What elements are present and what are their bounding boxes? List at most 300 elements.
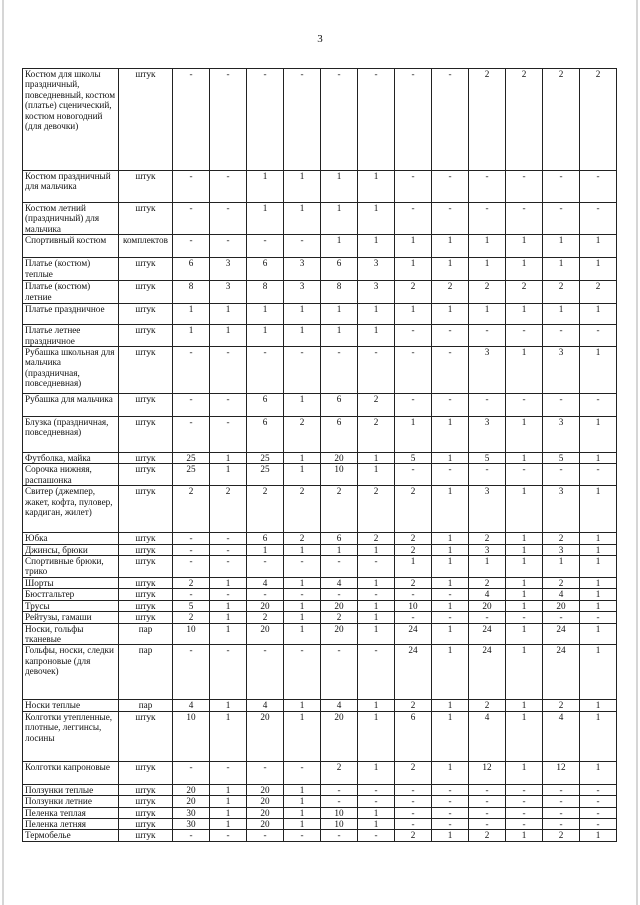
quantity-cell: 1 — [210, 453, 247, 464]
quantity-cell: 1 — [432, 417, 469, 453]
item-name-cell: Платье летнее праздничное — [23, 325, 119, 347]
quantity-cell: 1 — [469, 556, 506, 578]
quantity-cell: - — [173, 761, 210, 784]
quantity-cell: - — [210, 171, 247, 203]
quantity-cell: 3 — [469, 417, 506, 453]
quantity-cell: 2 — [469, 281, 506, 304]
quantity-cell: - — [543, 464, 580, 486]
table-row — [23, 623, 617, 645]
page-number: 3 — [317, 33, 323, 45]
quantity-cell: - — [543, 807, 580, 818]
quantity-cell: 6 — [395, 711, 432, 761]
item-name-cell: Платье (костюм) летние — [23, 281, 119, 304]
quantity-cell: - — [358, 69, 395, 171]
quantity-cell: - — [395, 325, 432, 347]
item-name-cell: Гольфы, носки, следки капроновые (для девочек) — [23, 645, 119, 700]
item-name-cell: Пеленка летняя — [23, 818, 119, 829]
quantity-cell: 2 — [321, 612, 358, 623]
quantity-cell: - — [173, 171, 210, 203]
scan-edge-right — [636, 0, 638, 905]
quantity-cell: 25 — [173, 453, 210, 464]
quantity-cell: - — [210, 589, 247, 600]
quantity-cell: 1 — [358, 203, 395, 235]
quantity-cell: 1 — [358, 700, 395, 711]
quantity-cell: 1 — [580, 235, 617, 258]
quantity-cell: 30 — [173, 818, 210, 829]
item-name-cell: Бюстгальтер — [23, 589, 119, 600]
quantity-cell: 2 — [395, 761, 432, 784]
table-row — [23, 589, 617, 600]
quantity-cell: - — [469, 807, 506, 818]
unit-cell: пар — [119, 645, 173, 700]
table-row — [23, 612, 617, 623]
quantity-cell: - — [432, 818, 469, 829]
quantity-cell: 1 — [506, 453, 543, 464]
quantity-cell: - — [469, 394, 506, 417]
quantity-cell: 20 — [247, 807, 284, 818]
quantity-cell: - — [543, 818, 580, 829]
quantity-cell: 1 — [432, 645, 469, 700]
quantity-cell: - — [506, 171, 543, 203]
item-name-cell: Свитер (джемпер, жакет, кофта, пуловер, кардиган, жилет) — [23, 486, 119, 533]
quantity-cell: 8 — [247, 281, 284, 304]
quantity-cell: - — [469, 203, 506, 235]
quantity-cell: 2 — [247, 612, 284, 623]
quantity-cell: 2 — [358, 417, 395, 453]
table-row — [23, 417, 617, 453]
quantity-cell: 4 — [469, 589, 506, 600]
unit-cell: штук — [119, 69, 173, 171]
quantity-cell: - — [543, 612, 580, 623]
quantity-cell: - — [247, 235, 284, 258]
quantity-cell: - — [432, 347, 469, 394]
quantity-cell: - — [432, 807, 469, 818]
unit-cell: штук — [119, 533, 173, 544]
quantity-cell: 1 — [580, 761, 617, 784]
quantity-cell: 24 — [395, 623, 432, 645]
quantity-cell: - — [395, 796, 432, 807]
quantity-cell: - — [543, 325, 580, 347]
unit-cell: штук — [119, 589, 173, 600]
quantity-cell: 2 — [469, 533, 506, 544]
quantity-cell: 1 — [432, 486, 469, 533]
quantity-cell: 6 — [247, 258, 284, 281]
table-row — [23, 171, 617, 203]
quantity-cell: 4 — [321, 577, 358, 588]
quantity-cell: 3 — [284, 258, 321, 281]
item-name-cell: Костюм летний (праздничный) для мальчика — [23, 203, 119, 235]
quantity-cell: 2 — [395, 533, 432, 544]
quantity-cell: - — [506, 818, 543, 829]
quantity-cell: 4 — [173, 700, 210, 711]
quantity-cell: 1 — [210, 304, 247, 325]
quantity-cell: 1 — [395, 556, 432, 578]
quantity-cell: - — [358, 645, 395, 700]
quantity-cell: 4 — [247, 577, 284, 588]
quantity-cell: 1 — [247, 544, 284, 555]
quantity-cell: 1 — [210, 711, 247, 761]
quantity-cell: - — [358, 347, 395, 394]
quantity-cell: 1 — [506, 623, 543, 645]
quantity-cell: 1 — [358, 600, 395, 611]
quantity-cell: - — [506, 807, 543, 818]
unit-cell: штук — [119, 258, 173, 281]
quantity-cell: 30 — [173, 807, 210, 818]
quantity-cell: - — [432, 796, 469, 807]
quantity-cell: - — [210, 533, 247, 544]
unit-cell: штук — [119, 830, 173, 841]
unit-cell: штук — [119, 171, 173, 203]
quantity-cell: 20 — [173, 784, 210, 795]
quantity-cell: 1 — [284, 203, 321, 235]
quantity-cell: - — [173, 69, 210, 171]
quantity-cell: - — [321, 347, 358, 394]
quantity-cell: 1 — [210, 700, 247, 711]
quantity-cell: 20 — [321, 711, 358, 761]
quantity-cell: 3 — [469, 347, 506, 394]
quantity-cell: - — [173, 544, 210, 555]
quantity-cell: 1 — [506, 645, 543, 700]
quantity-cell: 1 — [284, 577, 321, 588]
quantity-cell: 3 — [469, 544, 506, 555]
quantity-cell: 1 — [321, 171, 358, 203]
quantity-cell: 1 — [284, 453, 321, 464]
quantity-cell: 1 — [580, 347, 617, 394]
quantity-cell: 10 — [321, 464, 358, 486]
quantity-cell: 1 — [284, 394, 321, 417]
quantity-cell: 1 — [580, 544, 617, 555]
quantity-cell: 1 — [284, 784, 321, 795]
table-row — [23, 600, 617, 611]
quantity-cell: 1 — [321, 203, 358, 235]
quantity-cell: 2 — [543, 69, 580, 171]
quantity-cell: - — [580, 807, 617, 818]
unit-cell: штук — [119, 464, 173, 486]
quantity-cell: 2 — [580, 281, 617, 304]
quantity-cell: 1 — [284, 171, 321, 203]
quantity-cell: 6 — [247, 533, 284, 544]
quantity-cell: 20 — [247, 818, 284, 829]
quantity-cell: 1 — [358, 304, 395, 325]
quantity-cell: 1 — [173, 304, 210, 325]
quantity-cell: 2 — [321, 486, 358, 533]
quantity-cell: 2 — [543, 577, 580, 588]
quantity-cell: - — [210, 645, 247, 700]
item-name-cell: Спортивные брюки, трико — [23, 556, 119, 578]
quantity-cell: - — [284, 235, 321, 258]
quantity-cell: 6 — [173, 258, 210, 281]
unit-cell: штук — [119, 612, 173, 623]
quantity-cell: 1 — [506, 761, 543, 784]
table-row — [23, 700, 617, 711]
quantity-cell: - — [580, 784, 617, 795]
quantity-cell: 20 — [469, 600, 506, 611]
quantity-cell: 20 — [247, 711, 284, 761]
quantity-cell: 1 — [432, 700, 469, 711]
quantity-cell: 1 — [432, 830, 469, 841]
quantity-cell: 1 — [210, 796, 247, 807]
quantity-cell: - — [358, 830, 395, 841]
quantity-cell: - — [173, 235, 210, 258]
quantity-cell: - — [173, 556, 210, 578]
item-name-cell: Рубашка для мальчика — [23, 394, 119, 417]
quantity-cell: 1 — [432, 258, 469, 281]
quantity-cell: 1 — [210, 577, 247, 588]
quantity-cell: 3 — [543, 544, 580, 555]
quantity-cell: 1 — [284, 818, 321, 829]
unit-cell: штук — [119, 600, 173, 611]
quantity-cell: 2 — [395, 700, 432, 711]
unit-cell: штук — [119, 394, 173, 417]
quantity-cell: - — [469, 784, 506, 795]
quantity-cell: - — [432, 69, 469, 171]
item-name-cell: Рубашка школьная для мальчика (праздничная, повседневная) — [23, 347, 119, 394]
quantity-cell: 1 — [580, 258, 617, 281]
quantity-cell: 1 — [506, 830, 543, 841]
quantity-cell: 2 — [284, 533, 321, 544]
quantity-cell: - — [358, 796, 395, 807]
quantity-cell: - — [543, 784, 580, 795]
unit-cell: штук — [119, 281, 173, 304]
table-row — [23, 544, 617, 555]
item-name-cell: Колготки утепленные, плотные, леггинсы, лосины — [23, 711, 119, 761]
quantity-cell: 1 — [580, 453, 617, 464]
quantity-cell: - — [173, 347, 210, 394]
unit-cell: штук — [119, 486, 173, 533]
quantity-cell: 1 — [247, 171, 284, 203]
quantity-cell: 1 — [432, 556, 469, 578]
quantity-cell: 3 — [543, 347, 580, 394]
quantity-cell: - — [580, 394, 617, 417]
table-row — [23, 761, 617, 784]
quantity-cell: 1 — [580, 577, 617, 588]
quantity-cell: - — [543, 171, 580, 203]
quantity-cell: 1 — [506, 417, 543, 453]
quantity-cell: - — [173, 645, 210, 700]
quantity-cell: - — [284, 761, 321, 784]
quantity-cell: 3 — [210, 281, 247, 304]
quantity-cell: - — [506, 394, 543, 417]
quantity-cell: - — [506, 203, 543, 235]
quantity-cell: 1 — [580, 600, 617, 611]
quantity-cell: - — [432, 784, 469, 795]
quantity-cell: 2 — [469, 69, 506, 171]
quantity-cell: 1 — [210, 623, 247, 645]
quantity-cell: 2 — [543, 533, 580, 544]
quantity-cell: 2 — [358, 394, 395, 417]
item-name-cell: Рейтузы, гамаши — [23, 612, 119, 623]
quantity-cell: 1 — [432, 623, 469, 645]
quantity-cell: - — [543, 203, 580, 235]
quantity-cell: - — [543, 394, 580, 417]
quantity-cell: 1 — [321, 544, 358, 555]
quantity-cell: 1 — [580, 700, 617, 711]
item-name-cell: Колготки капроновые — [23, 761, 119, 784]
table-row — [23, 69, 617, 171]
quantity-cell: - — [395, 347, 432, 394]
quantity-cell: 2 — [210, 486, 247, 533]
quantity-cell: 1 — [284, 796, 321, 807]
quantity-cell: 1 — [284, 711, 321, 761]
quantity-cell: 2 — [358, 533, 395, 544]
quantity-cell: 2 — [469, 830, 506, 841]
quantity-cell: 2 — [395, 830, 432, 841]
table-row — [23, 486, 617, 533]
quantity-cell: - — [284, 830, 321, 841]
quantity-cell: 2 — [395, 544, 432, 555]
quantity-cell: - — [284, 556, 321, 578]
quantity-cell: 1 — [395, 258, 432, 281]
quantity-cell: - — [358, 556, 395, 578]
quantity-cell: 1 — [358, 464, 395, 486]
quantity-cell: - — [395, 69, 432, 171]
quantity-cell: 1 — [284, 612, 321, 623]
quantity-cell: - — [580, 325, 617, 347]
quantity-cell: 1 — [580, 623, 617, 645]
quantity-cell: - — [210, 69, 247, 171]
quantity-cell: 3 — [284, 281, 321, 304]
quantity-cell: 20 — [321, 600, 358, 611]
table-row — [23, 830, 617, 841]
quantity-cell: 1 — [506, 577, 543, 588]
quantity-cell: - — [506, 784, 543, 795]
quantity-cell: - — [247, 556, 284, 578]
quantity-cell: - — [358, 589, 395, 600]
quantity-cell: 2 — [506, 281, 543, 304]
table-row — [23, 258, 617, 281]
unit-cell: штук — [119, 304, 173, 325]
unit-cell: штук — [119, 818, 173, 829]
quantity-cell: 1 — [395, 417, 432, 453]
quantity-cell: 10 — [173, 623, 210, 645]
item-name-cell: Костюм праздничный для мальчика — [23, 171, 119, 203]
quantity-cell: 3 — [358, 281, 395, 304]
quantity-cell: - — [580, 818, 617, 829]
quantity-cell: - — [210, 761, 247, 784]
quantity-cell: 1 — [506, 235, 543, 258]
quantity-cell: - — [247, 830, 284, 841]
quantity-cell: 2 — [543, 281, 580, 304]
quantity-cell: 1 — [210, 600, 247, 611]
quantity-cell: 20 — [247, 784, 284, 795]
quantity-cell: 4 — [543, 589, 580, 600]
quantity-cell: - — [506, 325, 543, 347]
unit-cell: пар — [119, 700, 173, 711]
quantity-cell: 1 — [432, 453, 469, 464]
quantity-cell: - — [432, 612, 469, 623]
quantity-cell: 20 — [247, 600, 284, 611]
table-row — [23, 394, 617, 417]
quantity-cell: 1 — [506, 544, 543, 555]
quantity-cell: - — [284, 645, 321, 700]
quantity-cell: 1 — [210, 325, 247, 347]
quantity-cell: 2 — [543, 700, 580, 711]
quantity-cell: 20 — [247, 623, 284, 645]
quantity-cell: 24 — [469, 623, 506, 645]
quantity-cell: 1 — [321, 304, 358, 325]
quantity-cell: - — [469, 612, 506, 623]
quantity-cell: 1 — [432, 577, 469, 588]
unit-cell: штук — [119, 347, 173, 394]
item-name-cell: Трусы — [23, 600, 119, 611]
quantity-cell: - — [580, 464, 617, 486]
quantity-cell: 1 — [432, 544, 469, 555]
quantity-cell: - — [543, 796, 580, 807]
quantity-cell: - — [210, 235, 247, 258]
quantity-cell: 24 — [469, 645, 506, 700]
quantity-cell: 2 — [247, 486, 284, 533]
quantity-cell: 1 — [580, 486, 617, 533]
quantity-cell: - — [321, 69, 358, 171]
unit-cell: штук — [119, 417, 173, 453]
quantity-cell: - — [173, 830, 210, 841]
item-name-cell: Ползунки летние — [23, 796, 119, 807]
quantity-cell: 1 — [580, 304, 617, 325]
quantity-cell: 2 — [543, 830, 580, 841]
quantity-cell: - — [580, 203, 617, 235]
quantity-cell: 1 — [284, 623, 321, 645]
quantity-cell: 10 — [173, 711, 210, 761]
quantity-cell: - — [506, 796, 543, 807]
quantity-cell: 8 — [173, 281, 210, 304]
quantity-cell: 1 — [432, 600, 469, 611]
quantity-cell: - — [247, 69, 284, 171]
quantity-cell: - — [247, 645, 284, 700]
item-name-cell: Блузка (праздничная, повседневная) — [23, 417, 119, 453]
table-row — [23, 464, 617, 486]
table-row — [23, 818, 617, 829]
unit-cell: штук — [119, 784, 173, 795]
unit-cell: пар — [119, 623, 173, 645]
quantity-cell: - — [210, 830, 247, 841]
quantity-cell: 5 — [173, 600, 210, 611]
quantity-cell: 2 — [580, 69, 617, 171]
quantity-cell: 1 — [247, 325, 284, 347]
quantity-cell: 1 — [469, 258, 506, 281]
quantity-cell: 1 — [358, 235, 395, 258]
quantity-cell: 1 — [506, 304, 543, 325]
quantity-cell: 12 — [469, 761, 506, 784]
quantity-cell: 1 — [284, 600, 321, 611]
quantity-cell: 2 — [506, 69, 543, 171]
quantity-cell: 1 — [580, 711, 617, 761]
quantity-cell: 2 — [395, 281, 432, 304]
unit-cell: штук — [119, 556, 173, 578]
table-row — [23, 796, 617, 807]
quantity-cell: 1 — [210, 818, 247, 829]
quantity-cell: 1 — [506, 347, 543, 394]
quantity-cell: 2 — [432, 281, 469, 304]
quantity-cell: 3 — [210, 258, 247, 281]
quantity-cell: - — [210, 544, 247, 555]
quantity-cell: - — [395, 464, 432, 486]
table-row — [23, 281, 617, 304]
quantity-cell: 1 — [284, 544, 321, 555]
table-row — [23, 577, 617, 588]
unit-cell: штук — [119, 807, 173, 818]
quantity-cell: 2 — [173, 486, 210, 533]
unit-cell: штук — [119, 544, 173, 555]
clothing-norms-table — [22, 68, 617, 842]
quantity-cell: 2 — [173, 577, 210, 588]
item-name-cell: Шорты — [23, 577, 119, 588]
quantity-cell: - — [173, 394, 210, 417]
quantity-cell: - — [432, 325, 469, 347]
quantity-cell: 2 — [395, 577, 432, 588]
quantity-cell: - — [432, 589, 469, 600]
quantity-cell: 1 — [506, 556, 543, 578]
quantity-cell: - — [580, 796, 617, 807]
